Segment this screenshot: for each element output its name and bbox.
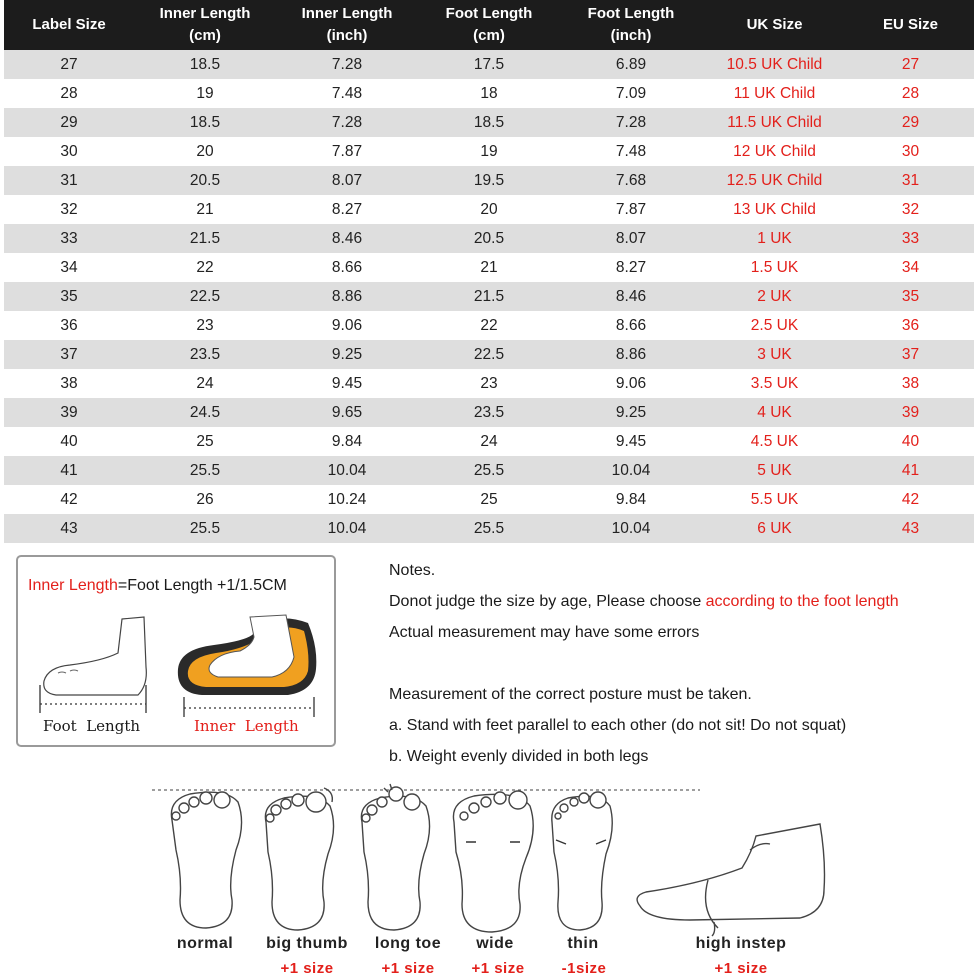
cell-uk-size: 2.5 UK [702,311,847,340]
cell-eu-size: 37 [847,340,974,369]
table-row [4,195,974,224]
cell-foot-length-inch: 8.66 [560,311,702,340]
cell-eu-size: 34 [847,253,974,282]
foot-type-big-thumb-adjust: +1 size [280,960,334,977]
table-row [4,50,974,79]
cell-eu-size: 35 [847,282,974,311]
cell-foot-length-cm: 17.5 [418,50,560,79]
table-row [4,166,974,195]
cell-label-size: 27 [4,50,134,79]
header-uk-size: UK Size [702,0,847,50]
cell-label-size: 33 [4,224,134,253]
cell-eu-size: 38 [847,369,974,398]
cell-label-size: 42 [4,485,134,514]
cell-label-size: 35 [4,282,134,311]
table-row [4,253,974,282]
cell-inner-length-cm: 24.5 [134,398,276,427]
cell-eu-size: 36 [847,311,974,340]
header-inner-length-cm: Inner Length (cm) [134,0,276,50]
cell-inner-length-inch: 8.66 [276,253,418,282]
cell-uk-size: 3 UK [702,340,847,369]
cell-inner-length-inch: 10.24 [276,485,418,514]
inner-length-label: Inner Length [194,717,299,735]
cell-foot-length-cm: 18.5 [418,108,560,137]
cell-eu-size: 32 [847,195,974,224]
cell-foot-length-cm: 19.5 [418,166,560,195]
cell-foot-length-inch: 8.86 [560,340,702,369]
cell-foot-length-cm: 22.5 [418,340,560,369]
cell-label-size: 34 [4,253,134,282]
notes-line-2: Actual measurement may have some errors [389,624,700,641]
normal-foot-icon [171,792,241,928]
notes-section [389,555,899,772]
foot-type-high-instep-label: high instep [695,935,787,952]
cell-eu-size: 40 [847,427,974,456]
cell-inner-length-cm: 20.5 [134,166,276,195]
cell-uk-size: 6 UK [702,514,847,543]
cell-inner-length-cm: 23 [134,311,276,340]
cell-uk-size: 5 UK [702,456,847,485]
wide-foot-icon [453,791,533,932]
cell-inner-length-cm: 18.5 [134,108,276,137]
cell-uk-size: 1 UK [702,224,847,253]
cell-inner-length-inch: 7.87 [276,137,418,166]
notes-line-4: a. Stand with feet parallel to each other (do not sit! Do not squat) [389,717,847,734]
cell-foot-length-inch: 9.84 [560,485,702,514]
table-row [4,427,974,456]
cell-eu-size: 27 [847,50,974,79]
cell-foot-length-inch: 7.09 [560,79,702,108]
table-body [4,50,974,543]
cell-inner-length-cm: 24 [134,369,276,398]
notes-spacer [389,648,899,679]
cell-inner-length-cm: 22.5 [134,282,276,311]
cell-eu-size: 42 [847,485,974,514]
cell-uk-size: 11 UK Child [702,79,847,108]
cell-inner-length-cm: 23.5 [134,340,276,369]
cell-foot-length-cm: 25 [418,485,560,514]
cell-uk-size: 4 UK [702,398,847,427]
foot-type-thin-adjust: -1size [561,960,607,977]
cell-foot-length-inch: 7.48 [560,137,702,166]
cell-eu-size: 29 [847,108,974,137]
table-row [4,282,974,311]
foot-type-long-toe-adjust: +1 size [381,960,435,977]
foot-type-big-thumb-label: big thumb [266,935,348,952]
cell-eu-size: 33 [847,224,974,253]
cell-uk-size: 12 UK Child [702,137,847,166]
foot-type-thin-label: thin [567,935,599,952]
cell-inner-length-inch: 9.84 [276,427,418,456]
foot-type-wide-label: wide [476,935,514,952]
cell-inner-length-cm: 18.5 [134,50,276,79]
cell-foot-length-inch: 7.68 [560,166,702,195]
notes-line-3: Measurement of the correct posture must be taken. [389,686,752,703]
cell-uk-size: 10.5 UK Child [702,50,847,79]
cell-foot-length-inch: 10.04 [560,456,702,485]
cell-inner-length-inch: 8.07 [276,166,418,195]
cell-eu-size: 30 [847,137,974,166]
header-inner-length-inch: Inner Length (inch) [276,0,418,50]
cell-inner-length-cm: 19 [134,79,276,108]
table-row [4,108,974,137]
foot-types-illustration [0,780,980,940]
cell-foot-length-cm: 22 [418,311,560,340]
cell-label-size: 28 [4,79,134,108]
cell-inner-length-inch: 7.48 [276,79,418,108]
header-foot-length-inch: Foot Length (inch) [560,0,702,50]
table-row [4,137,974,166]
table-row [4,485,974,514]
cell-inner-length-inch: 10.04 [276,456,418,485]
cell-foot-length-cm: 18 [418,79,560,108]
cell-inner-length-inch: 8.46 [276,224,418,253]
cell-label-size: 36 [4,311,134,340]
foot-type-normal-label: normal [176,935,234,952]
cell-inner-length-inch: 8.27 [276,195,418,224]
cell-inner-length-inch: 7.28 [276,108,418,137]
high-instep-foot-icon [637,824,824,936]
foot-type-high-instep-adjust: +1 size [714,960,768,977]
cell-eu-size: 43 [847,514,974,543]
table-header-row [4,0,974,50]
foot-type-wide-adjust: +1 size [471,960,525,977]
cell-foot-length-inch: 9.06 [560,369,702,398]
cell-foot-length-inch: 10.04 [560,514,702,543]
cell-inner-length-inch: 10.04 [276,514,418,543]
cell-foot-length-inch: 7.87 [560,195,702,224]
cell-inner-length-cm: 21 [134,195,276,224]
cell-uk-size: 1.5 UK [702,253,847,282]
cell-inner-length-inch: 8.86 [276,282,418,311]
cell-inner-length-cm: 20 [134,137,276,166]
cell-foot-length-cm: 25.5 [418,514,560,543]
cell-foot-length-cm: 19 [418,137,560,166]
cell-label-size: 43 [4,514,134,543]
cell-foot-length-cm: 24 [418,427,560,456]
inner-length-diagram [16,555,336,747]
size-chart-table [4,0,974,543]
cell-uk-size: 12.5 UK Child [702,166,847,195]
cell-inner-length-cm: 21.5 [134,224,276,253]
cell-foot-length-cm: 23.5 [418,398,560,427]
long-toe-foot-icon [361,784,429,930]
notes-line-1: Donot judge the size by age, Please choose according to the foot length [389,593,899,610]
cell-foot-length-inch: 8.46 [560,282,702,311]
notes-heading: Notes. [389,562,436,579]
table-row [4,369,974,398]
table-row [4,456,974,485]
cell-uk-size: 3.5 UK [702,369,847,398]
header-eu-size: EU Size [847,0,974,50]
cell-label-size: 38 [4,369,134,398]
cell-foot-length-inch: 7.28 [560,108,702,137]
table-row [4,340,974,369]
cell-inner-length-inch: 9.06 [276,311,418,340]
diagram-title: Inner Length=Foot Length +1/1.5CM [28,577,287,594]
cell-uk-size: 11.5 UK Child [702,108,847,137]
cell-label-size: 39 [4,398,134,427]
foot-length-label: Foot Length [43,717,141,735]
table-row [4,398,974,427]
cell-inner-length-cm: 25.5 [134,514,276,543]
cell-inner-length-cm: 25 [134,427,276,456]
cell-uk-size: 13 UK Child [702,195,847,224]
cell-eu-size: 31 [847,166,974,195]
big-thumb-foot-icon [265,788,333,930]
cell-foot-length-cm: 25.5 [418,456,560,485]
cell-foot-length-inch: 9.45 [560,427,702,456]
cell-eu-size: 41 [847,456,974,485]
cell-foot-length-cm: 23 [418,369,560,398]
cell-inner-length-inch: 9.25 [276,340,418,369]
cell-foot-length-cm: 21 [418,253,560,282]
cell-inner-length-cm: 25.5 [134,456,276,485]
cell-eu-size: 39 [847,398,974,427]
thin-foot-icon [552,792,612,930]
cell-foot-length-inch: 8.07 [560,224,702,253]
cell-uk-size: 2 UK [702,282,847,311]
cell-uk-size: 5.5 UK [702,485,847,514]
foot-type-long-toe-label: long toe [374,935,442,952]
notes-line-5: b. Weight evenly divided in both legs [389,748,649,765]
cell-inner-length-inch: 9.65 [276,398,418,427]
cell-label-size: 29 [4,108,134,137]
cell-inner-length-inch: 7.28 [276,50,418,79]
header-foot-length-cm: Foot Length (cm) [418,0,560,50]
cell-label-size: 40 [4,427,134,456]
foot-types-section [0,780,980,980]
cell-inner-length-cm: 22 [134,253,276,282]
cell-inner-length-cm: 26 [134,485,276,514]
cell-foot-length-cm: 20 [418,195,560,224]
cell-inner-length-inch: 9.45 [276,369,418,398]
cell-label-size: 31 [4,166,134,195]
cell-label-size: 41 [4,456,134,485]
cell-foot-length-inch: 9.25 [560,398,702,427]
cell-eu-size: 28 [847,79,974,108]
cell-label-size: 32 [4,195,134,224]
header-label-size: Label Size [4,0,134,50]
cell-uk-size: 4.5 UK [702,427,847,456]
cell-foot-length-cm: 20.5 [418,224,560,253]
table-row [4,79,974,108]
cell-foot-length-cm: 21.5 [418,282,560,311]
table-row [4,311,974,340]
table-row [4,514,974,543]
cell-label-size: 37 [4,340,134,369]
cell-foot-length-inch: 8.27 [560,253,702,282]
table-row [4,224,974,253]
cell-foot-length-inch: 6.89 [560,50,702,79]
cell-label-size: 30 [4,137,134,166]
